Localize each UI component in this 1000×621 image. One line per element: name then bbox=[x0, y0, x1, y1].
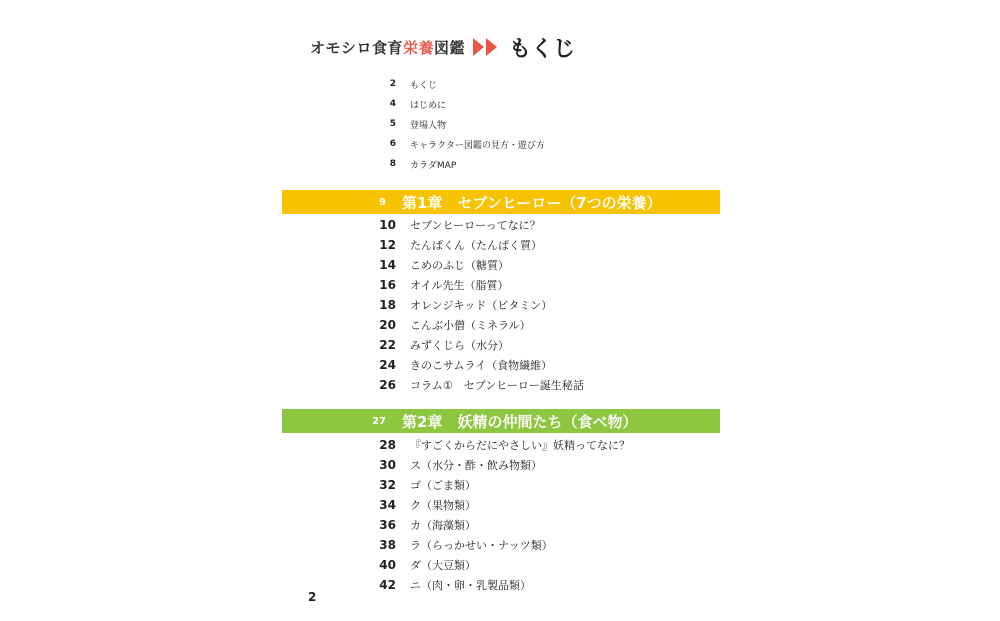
toc-entry-label: こめのふじ（糖質） bbox=[410, 259, 509, 272]
toc-entry[interactable] bbox=[360, 114, 720, 134]
toc-entry[interactable] bbox=[360, 375, 720, 395]
toc-entry[interactable] bbox=[360, 275, 720, 295]
toc-page-number: 24 bbox=[379, 358, 396, 372]
double-chevron-right-icon bbox=[473, 38, 499, 56]
toc-entry[interactable] bbox=[360, 134, 720, 154]
toc-entry-label: カ（海藻類） bbox=[410, 519, 476, 532]
toc-entry[interactable] bbox=[360, 315, 720, 335]
toc-entry[interactable] bbox=[360, 74, 720, 94]
toc-page-number: 32 bbox=[379, 478, 396, 492]
toc-page-number: 36 bbox=[379, 518, 396, 532]
toc-entry[interactable] bbox=[360, 495, 720, 515]
toc-entry-label: みずくじら（水分） bbox=[410, 339, 509, 352]
toc-entry[interactable] bbox=[360, 255, 720, 275]
toc-entry-label: こんぶ小僧（ミネラル） bbox=[410, 319, 531, 332]
toc-page-number: 10 bbox=[379, 218, 396, 232]
toc-entry[interactable] bbox=[360, 535, 720, 555]
toc-entry[interactable] bbox=[360, 235, 720, 255]
toc-entry[interactable] bbox=[360, 515, 720, 535]
toc-page-number: 16 bbox=[379, 278, 396, 292]
toc-entry-label: セブンヒーローってなに？ bbox=[410, 219, 541, 232]
toc-page-number: 14 bbox=[379, 258, 396, 272]
toc-entry[interactable] bbox=[360, 575, 720, 595]
toc-entry[interactable] bbox=[360, 475, 720, 495]
chapter-title: 第2章 妖精の仲間たち（食べ物） bbox=[402, 412, 638, 431]
toc-page-number: 4 bbox=[389, 99, 396, 109]
toc-page-number: 8 bbox=[389, 159, 396, 169]
toc-entry-label: 『すごくからだにやさしい』妖精ってなに？ bbox=[410, 439, 630, 452]
toc-page-number: 34 bbox=[379, 498, 396, 512]
title-main: もくじ bbox=[509, 36, 576, 62]
chapter-1-heading[interactable] bbox=[282, 190, 720, 214]
toc-entry-label: カラダMAP bbox=[410, 160, 457, 171]
toc-entry[interactable] bbox=[360, 355, 720, 375]
toc-entry[interactable] bbox=[360, 154, 720, 174]
toc-page-number: 42 bbox=[379, 578, 396, 592]
toc-entry[interactable] bbox=[360, 295, 720, 315]
title-part-2: 栄養 bbox=[403, 38, 435, 57]
toc-entry-label: ク（果物類） bbox=[410, 499, 476, 512]
toc-entry-label: 登場人物 bbox=[410, 120, 447, 131]
toc-entry-label: ラ（らっかせい・ナッツ類） bbox=[410, 539, 553, 552]
toc-page-number: 18 bbox=[379, 298, 396, 312]
toc-entry-label: オイル先生（脂質） bbox=[410, 279, 509, 292]
toc-entry[interactable] bbox=[360, 94, 720, 114]
toc-entry-label: キャラクター図鑑の見方・遊び方 bbox=[410, 140, 545, 151]
toc-page-number: 6 bbox=[389, 139, 396, 149]
toc-entry[interactable] bbox=[360, 455, 720, 475]
toc-page-number: 5 bbox=[389, 119, 396, 129]
toc-entry[interactable] bbox=[360, 435, 720, 455]
toc-page-number: 12 bbox=[379, 238, 396, 252]
toc-entry-label: ゴ（ごま類） bbox=[410, 479, 476, 492]
page-title bbox=[310, 30, 575, 64]
toc-entry[interactable] bbox=[360, 335, 720, 355]
toc-page-number: 28 bbox=[379, 438, 396, 452]
toc-entry[interactable] bbox=[360, 215, 720, 235]
toc-entry-label: もくじ bbox=[410, 80, 438, 91]
toc-page-number: 22 bbox=[379, 338, 396, 352]
chapter-page-number: 9 bbox=[379, 196, 386, 208]
toc-entry-label: きのこサムライ（食物繊維） bbox=[410, 359, 553, 372]
toc-entry-label: はじめに bbox=[410, 100, 447, 111]
toc-page-number: 2 bbox=[389, 79, 396, 89]
page-number: 2 bbox=[308, 590, 317, 604]
title-part-1: オモシロ食育 bbox=[310, 38, 404, 57]
toc-entry-label: ス（水分・酢・飲み物類） bbox=[410, 459, 542, 472]
toc-entry-label: ニ（肉・卵・乳製品類） bbox=[410, 579, 531, 592]
toc-page-number: 38 bbox=[379, 538, 396, 552]
title-part-3: 図鑑 bbox=[434, 38, 466, 57]
toc-entry[interactable] bbox=[360, 555, 720, 575]
chapter-title: 第1章 セブンヒーロー（7つの栄養） bbox=[402, 193, 662, 212]
toc-entry-label: オレンジキッド（ビタミン） bbox=[410, 299, 553, 312]
toc-page-number: 20 bbox=[379, 318, 396, 332]
toc-entry-label: ダ（大豆類） bbox=[410, 559, 476, 572]
chapter-2-heading[interactable] bbox=[282, 409, 720, 433]
toc-entry-label: たんぱくん（たんぱく質） bbox=[410, 239, 542, 252]
toc-page-number: 40 bbox=[379, 558, 396, 572]
toc-page-number: 26 bbox=[379, 378, 396, 392]
chapter-page-number: 27 bbox=[372, 415, 386, 427]
toc-page-number: 30 bbox=[379, 458, 396, 472]
toc-entry-label: コラム① セブンヒーロー誕生秘話 bbox=[410, 379, 584, 392]
